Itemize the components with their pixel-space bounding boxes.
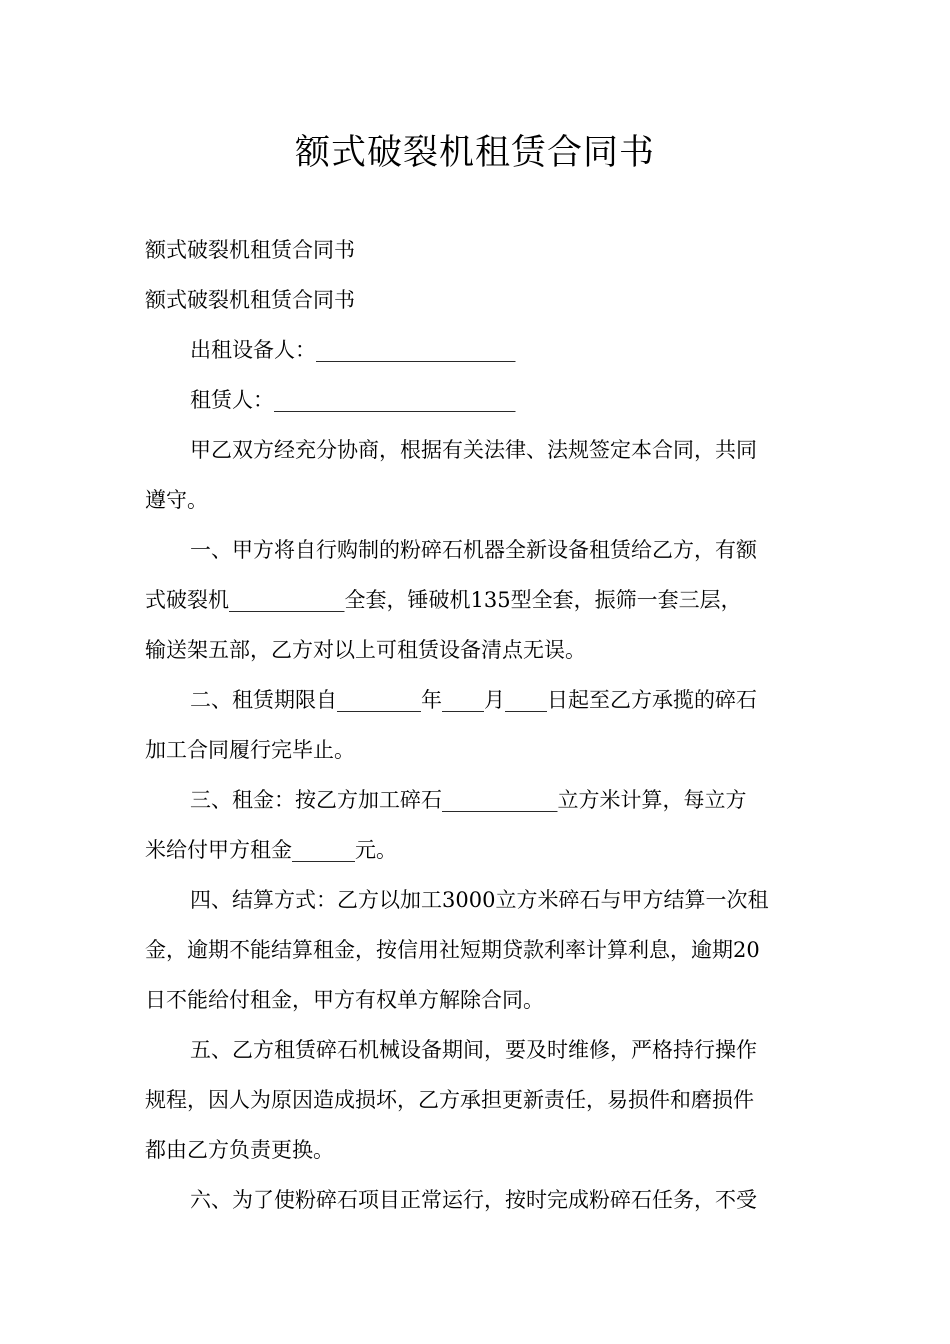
clause-1-line: 输送架五部，乙方对以上可租赁设备清点无误。 (145, 638, 586, 662)
clause-4-line: 日不能给付租金，甲方有权单方解除合同。 (145, 988, 544, 1012)
clause-5-line: 五、乙方租赁碎石机械设备期间，要及时维修，严格持行操作 (190, 1038, 757, 1062)
clause-2-line: 二、租赁期限自________年____月____日起至乙方承揽的碎石 (190, 688, 757, 712)
lessee-field: 租赁人：_______________________ (190, 388, 516, 412)
preamble-line: 甲乙双方经充分协商，根据有关法律、法规签定本合同，共同 (190, 438, 757, 462)
document-body (145, 225, 805, 1225)
clause-5-line: 都由乙方负责更换。 (145, 1138, 334, 1162)
clause-4-line: 金，逾期不能结算租金，按信用社短期贷款利率计算利息，逾期20 (145, 938, 760, 962)
clause-3-line: 米给付甲方租金______元。 (145, 838, 397, 862)
subtitle-line-2: 额式破裂机租赁合同书 (145, 288, 355, 312)
subtitle-line-1: 额式破裂机租赁合同书 (145, 238, 355, 262)
clause-4-line: 四、结算方式：乙方以加工3000立方米碎石与甲方结算一次租 (190, 888, 769, 912)
clause-6-line: 六、为了使粉碎石项目正常运行，按时完成粉碎石任务，不受 (190, 1188, 757, 1212)
lessor-field: 出租设备人：___________________ (190, 338, 516, 362)
clause-2-line: 加工合同履行完毕止。 (145, 738, 355, 762)
preamble-line: 遵守。 (145, 488, 208, 512)
clause-3-line: 三、租金：按乙方加工碎石___________立方米计算，每立方 (190, 788, 747, 812)
clause-5-line: 规程，因人为原因造成损坏，乙方承担更新责任，易损件和磨损件 (145, 1088, 754, 1112)
clause-1-line: 式破裂机___________全套，锤破机135型全套，振筛一套三层， (145, 588, 742, 612)
clause-1-line: 一、甲方将自行购制的粉碎石机器全新设备租赁给乙方，有额 (190, 538, 757, 562)
document-title: 额式破裂机租赁合同书 (294, 133, 655, 173)
